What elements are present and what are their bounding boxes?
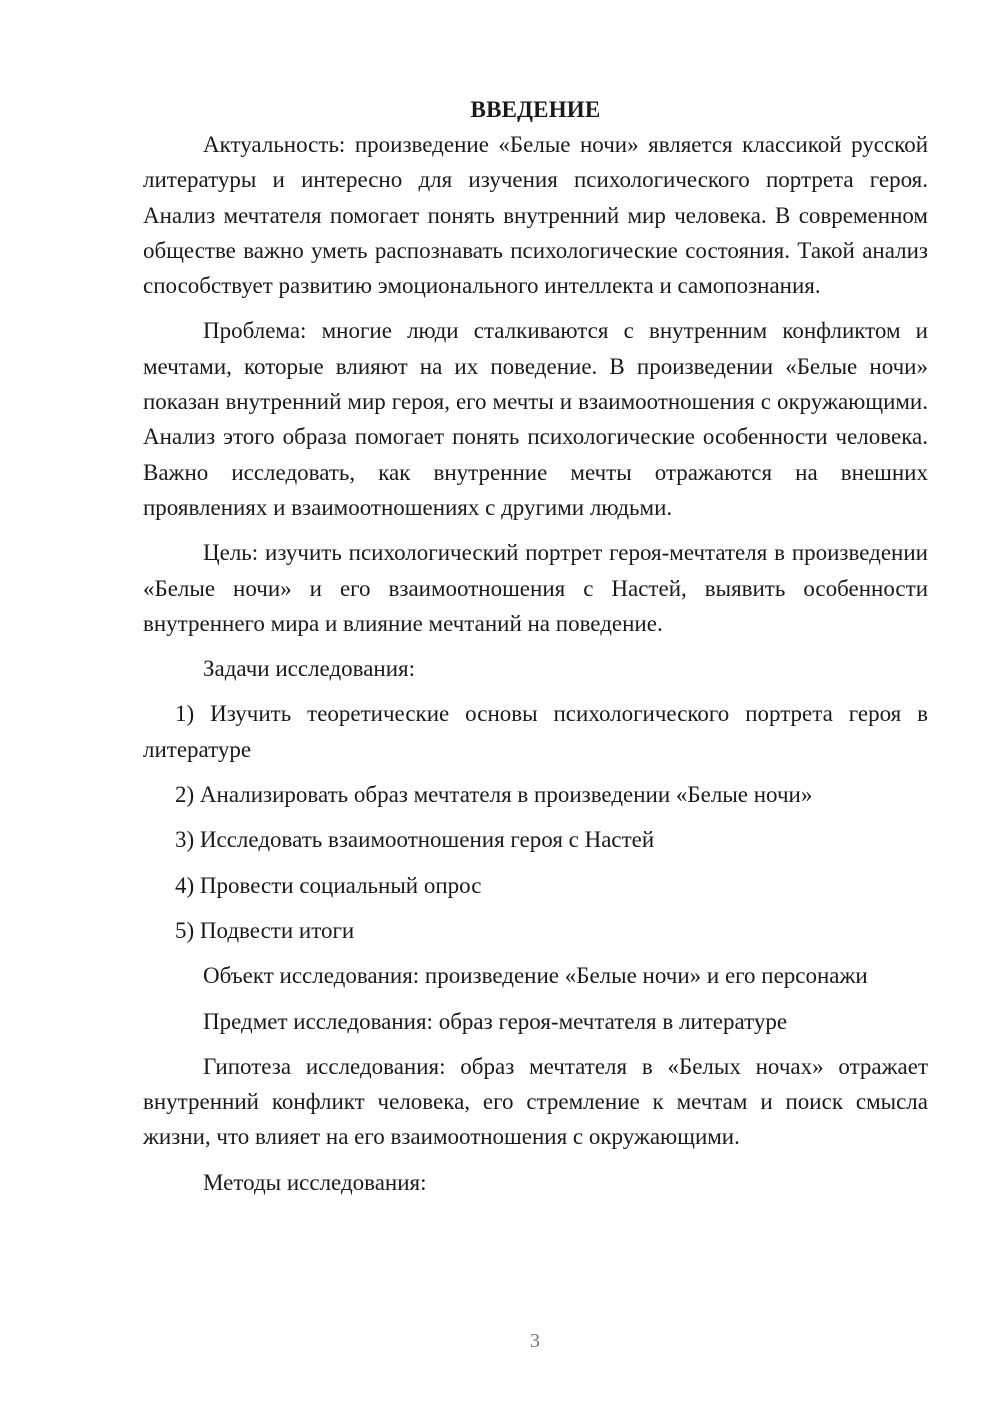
section-title: ВВЕДЕНИЕ bbox=[470, 97, 601, 122]
document-page bbox=[143, 92, 928, 1210]
task-item: 4) Провести социальный опрос bbox=[175, 872, 482, 898]
task-item: 5) Подвести итоги bbox=[175, 917, 355, 943]
goal-paragraph: Цель: изучить психологический портрет героя-мечтателя в произведении «Белые ночи» и его взаимоотношения с Настей, выявить особенности внутреннего мира и влияние мечтаний на поведение. bbox=[143, 540, 928, 636]
hypothesis-paragraph: Гипотеза исследования: образ мечтателя в «Белых ночах» отражает внутренний конфликт человека, его стремление к мечтам и поиск смысла жизни, что влияет на его взаимоотношения с окружающими. bbox=[143, 1053, 928, 1150]
task-item: 1) Изучить теоретические основы психологического портрета героя в литературе bbox=[143, 701, 928, 762]
page-number: 3 bbox=[530, 1330, 540, 1352]
object-paragraph: Объект исследования: произведение «Белые ночи» и его персонажи bbox=[203, 963, 868, 989]
task-item: 3) Исследовать взаимоотношения героя с Настей bbox=[175, 827, 655, 853]
problem-paragraph: Проблема: многие люди сталкиваются с внутренним конфликтом и мечтами, которые влияют на их поведение. В произведении «Белые ночи» показан внутренний мир героя, его мечты и взаимоотношения с окружающими. Анализ этого образа помогает понять психологические особенности человека. Важно исследовать, как внутренние мечты отражаются на внешних проявлениях и взаимоотношениях с другими людьми. bbox=[143, 318, 928, 520]
methods-heading: Методы исследования: bbox=[203, 1169, 427, 1195]
relevance-paragraph: Актуальность: произведение «Белые ночи» является классикой русской литературы и интересно для изучения психологического портрета героя. Анализ мечтателя помогает понять внутренний мир человека. В современном обществе важно уметь распознавать психологические состояния. Такой анализ способствует развитию эмоционального интеллекта и самопознания. bbox=[143, 132, 928, 299]
subject-paragraph: Предмет исследования: образ героя-мечтателя в литературе bbox=[203, 1008, 788, 1034]
tasks-list bbox=[143, 696, 928, 948]
tasks-heading: Задачи исследования: bbox=[203, 656, 416, 682]
task-item: 2) Анализировать образ мечтателя в произведении «Белые ночи» bbox=[175, 782, 813, 808]
